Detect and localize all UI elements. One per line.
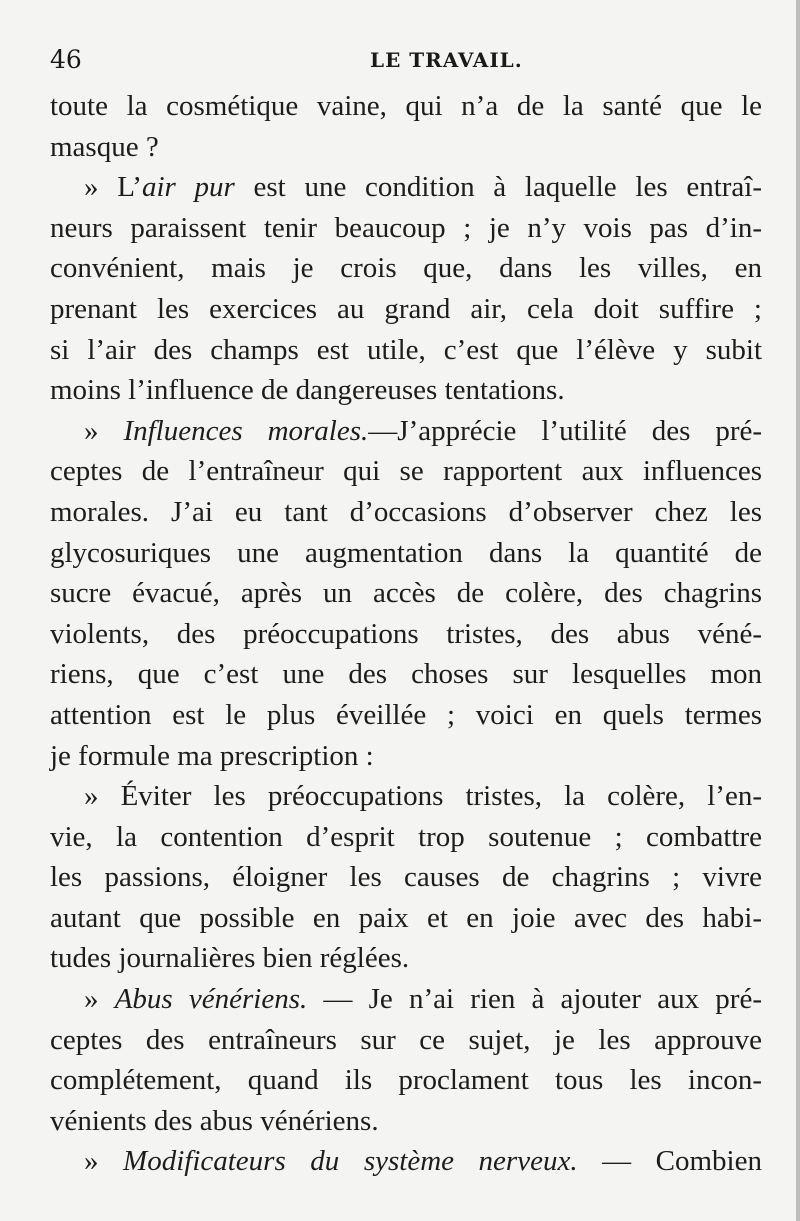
text-line xyxy=(50,979,762,1020)
text-segment: neurs paraissent tenir beaucoup ; je n’y vois pas d’in- xyxy=(50,211,762,244)
text-line xyxy=(50,208,762,249)
text-segment: vie, la contention d’esprit trop soutenue ; combattre xyxy=(50,820,762,853)
text-line xyxy=(50,817,762,858)
text-segment: » xyxy=(84,1145,124,1178)
text-line xyxy=(50,1141,762,1182)
text-line xyxy=(50,654,762,695)
page-number: 46 xyxy=(50,45,82,74)
text-segment: » xyxy=(84,983,115,1016)
text-segment: morales. J’ai eu tant d’occasions d’observer chez les xyxy=(50,495,762,528)
text-segment: je formule ma prescription : xyxy=(50,739,374,772)
italic-text-segment: Abus vénériens. xyxy=(114,983,308,1016)
paragraph xyxy=(50,167,762,411)
text-line xyxy=(50,492,762,533)
text-line xyxy=(50,330,762,371)
text-segment: autant que possible en paix et en joie avec des habi- xyxy=(50,901,762,934)
text-line xyxy=(50,411,762,452)
text-segment: » L’ xyxy=(84,171,142,204)
text-segment: attention est le plus éveillée ; voici en quels termes xyxy=(50,698,762,731)
italic-text-segment: Influences morales. xyxy=(123,414,369,447)
text-line xyxy=(50,776,762,817)
text-line xyxy=(50,289,762,330)
text-segment: vénients des abus vénériens. xyxy=(50,1104,379,1137)
text-line xyxy=(50,533,762,574)
text-segment: ceptes de l’entraîneur qui se rapportent aux influences xyxy=(50,455,762,488)
paragraph xyxy=(50,86,762,167)
text-segment: sucre évacué, après un accès de colère, des chagrins xyxy=(50,577,762,610)
text-segment: est une condition à laquelle les entraî- xyxy=(234,171,762,204)
text-line xyxy=(50,898,762,939)
text-segment: masque ? xyxy=(50,130,159,163)
text-line xyxy=(50,370,762,411)
text-line xyxy=(50,86,762,127)
paragraph xyxy=(50,979,762,1141)
paragraph xyxy=(50,776,762,979)
text-segment: les passions, éloigner les causes de chagrins ; vivre xyxy=(50,861,762,894)
text-segment: prenant les exercices au grand air, cela doit suffire ; xyxy=(50,292,762,325)
text-line xyxy=(50,451,762,492)
italic-text-segment: Modificateurs du système nerveux. xyxy=(123,1145,578,1178)
text-segment: ceptes des entraîneurs sur ce sujet, je les approuve xyxy=(50,1023,762,1056)
text-line xyxy=(50,614,762,655)
text-segment: — Combien xyxy=(577,1145,762,1178)
text-line xyxy=(50,1020,762,1061)
text-segment: toute la cosmétique vaine, qui n’a de la santé que le xyxy=(50,90,762,122)
text-segment: —J’apprécie l’utilité des pré- xyxy=(368,414,762,447)
text-line xyxy=(50,857,762,898)
text-segment: si l’air des champs est utile, c’est que l’élève y subit xyxy=(50,333,762,366)
text-segment: complétement, quand ils proclament tous les incon- xyxy=(50,1064,762,1097)
paragraph xyxy=(50,1141,762,1182)
text-segment: moins l’influence de dangereuses tentations. xyxy=(50,374,565,407)
text-segment: convénient, mais je crois que, dans les villes, en xyxy=(50,252,762,285)
paragraph xyxy=(50,411,762,776)
text-segment: tudes journalières bien réglées. xyxy=(50,942,410,975)
text-segment: violents, des préoccupations tristes, des abus véné- xyxy=(50,617,762,650)
text-segment: — Je n’ai rien à ajouter aux pré- xyxy=(307,983,762,1016)
running-head: LE TRAVAIL. xyxy=(370,48,523,72)
text-line xyxy=(50,1101,762,1142)
text-line xyxy=(50,573,762,614)
italic-text-segment: air pur xyxy=(141,171,235,204)
text-line xyxy=(50,938,762,979)
page-header xyxy=(50,42,760,78)
text-segment: » Éviter les préoccupations tristes, la colère, l’en- xyxy=(84,780,762,813)
text-segment: glycosuriques une augmentation dans la quantité de xyxy=(50,536,762,569)
body-text xyxy=(50,86,762,1182)
text-line xyxy=(50,248,762,289)
text-segment: riens, que c’est une des choses sur lesquelles mon xyxy=(50,658,762,691)
text-line xyxy=(50,167,762,208)
text-line xyxy=(50,1060,762,1101)
text-line xyxy=(50,736,762,777)
text-line xyxy=(50,127,762,168)
text-line xyxy=(50,695,762,736)
text-segment: » xyxy=(84,414,124,447)
